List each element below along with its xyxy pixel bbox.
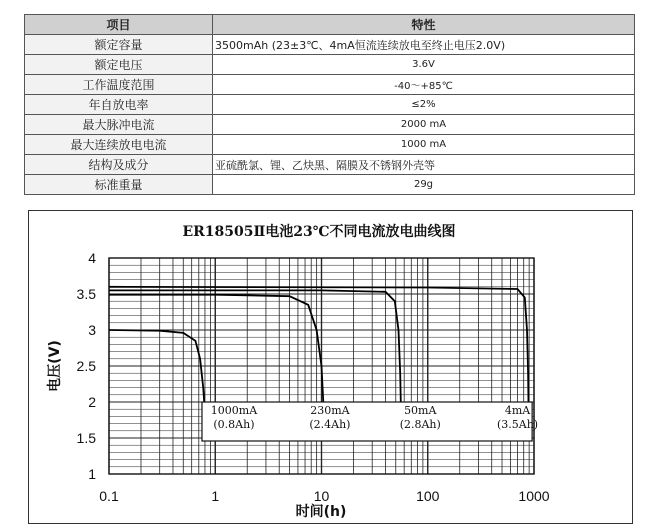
- table-row: [25, 55, 635, 75]
- table-row: [25, 95, 635, 115]
- spec-value: -40～+85℃: [213, 75, 635, 95]
- x-tick-label: 1: [211, 488, 220, 504]
- legend-series-name: 4mA: [504, 404, 531, 417]
- spec-table-header: [25, 15, 635, 35]
- spec-table-body: [25, 35, 635, 195]
- x-tick-label: 0.1: [99, 488, 119, 504]
- table-row: [25, 115, 635, 135]
- y-tick-label: 4: [88, 250, 96, 266]
- x-tick-label: 10: [313, 488, 330, 504]
- header-item: 项目: [25, 15, 213, 35]
- spec-value: 3.6V: [213, 55, 635, 75]
- y-tick-label: 3.5: [76, 286, 96, 302]
- header-property: 特性: [213, 15, 635, 35]
- y-tick-label: 2.5: [76, 358, 96, 374]
- table-row: [25, 35, 635, 55]
- x-tick-label: 1000: [518, 488, 550, 504]
- spec-value: 亚硫酰氯、锂、乙炔黑、隔膜及不锈钢外壳等: [213, 155, 635, 175]
- table-row: [25, 155, 635, 175]
- spec-value: 3500mAh (23±3℃、4mA恒流连续放电至终止电压2.0V): [213, 35, 635, 55]
- series-line-1000mA: [109, 330, 205, 413]
- legend-series-name: 230mA: [310, 404, 350, 417]
- legend-series-name: 50mA: [404, 404, 437, 417]
- legend-series-name: 1000mA: [210, 404, 258, 417]
- table-row: [25, 135, 635, 155]
- spec-label: 工作温度范围: [25, 75, 213, 95]
- discharge-chart-svg: [29, 211, 634, 525]
- table-row: [25, 175, 635, 195]
- y-tick-label: 3: [88, 322, 96, 338]
- legend-series-capacity: (2.4Ah): [309, 418, 351, 431]
- spec-table: [24, 14, 635, 195]
- spec-label: 额定容量: [25, 35, 213, 55]
- chart-title: ER18505Ⅱ电池23℃不同电流放电曲线图: [182, 224, 456, 240]
- spec-value: 29g: [213, 175, 635, 195]
- spec-value: ≤2%: [213, 95, 635, 115]
- y-tick-label: 1: [88, 466, 96, 482]
- spec-label: 最大连续放电电流: [25, 135, 213, 155]
- legend-series-capacity: (2.8Ah): [399, 418, 441, 431]
- spec-label: 额定电压: [25, 55, 213, 75]
- y-tick-label: 2: [88, 394, 96, 410]
- spec-label: 结构及成分: [25, 155, 213, 175]
- legend-series-capacity: (3.5Ah): [496, 418, 539, 431]
- discharge-chart: [28, 210, 633, 524]
- table-row: [25, 75, 635, 95]
- legend-series-capacity: (0.8Ah): [213, 418, 255, 431]
- spec-label: 标准重量: [25, 175, 213, 195]
- spec-label: 最大脉冲电流: [25, 115, 213, 135]
- spec-value: 2000 mA: [213, 115, 635, 135]
- spec-label: 年自放电率: [25, 95, 213, 115]
- x-tick-label: 100: [416, 488, 440, 504]
- x-axis-label: 时间(h): [295, 504, 347, 520]
- y-axis-label: 电压(V): [47, 340, 63, 392]
- spec-value: 1000 mA: [213, 135, 635, 155]
- y-tick-label: 1.5: [76, 430, 96, 446]
